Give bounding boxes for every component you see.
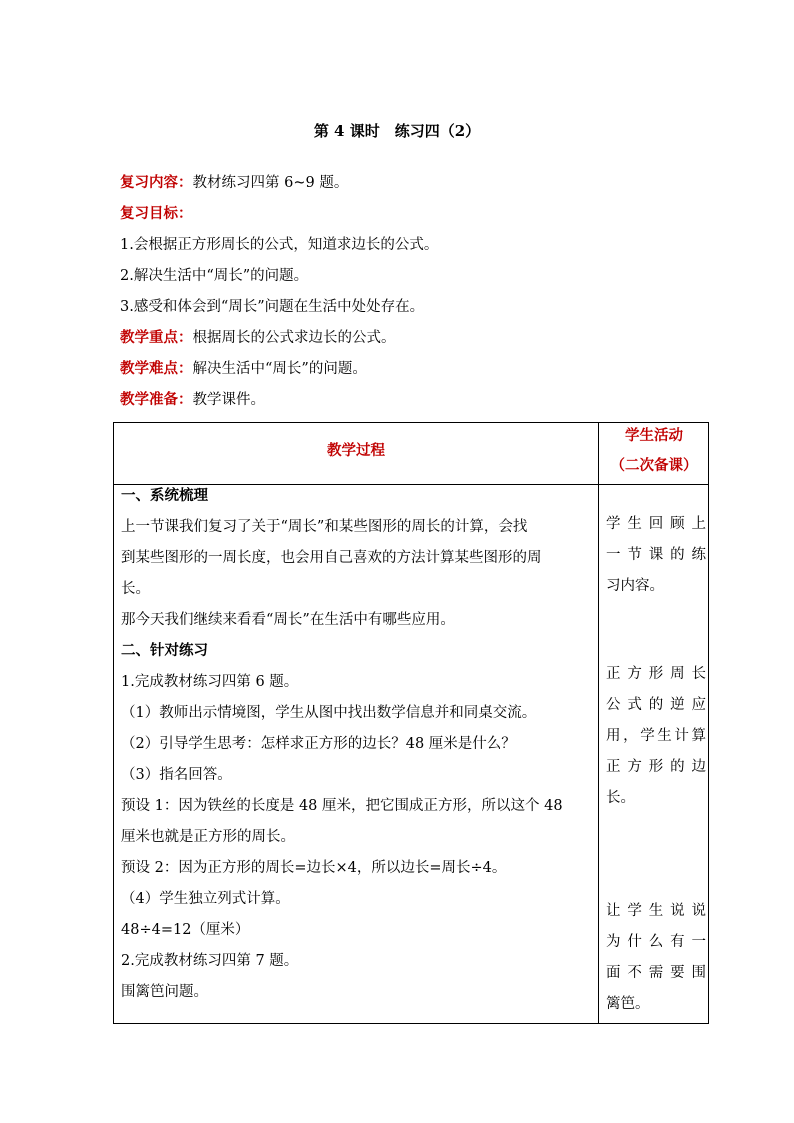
difficulty-line	[120, 359, 367, 379]
process-line: 1.完成教材练习四第 6 题。	[121, 674, 299, 690]
header-second-prep: （二次备课）	[610, 457, 698, 474]
key-point-line	[120, 328, 396, 348]
page-title: 第 4 课时 练习四（2）	[313, 122, 481, 140]
goal-item: 2.解决生活中“周长”的问题。	[120, 268, 309, 284]
section-heading: 二、针对练习	[121, 642, 208, 659]
process-line: （4）学生独立列式计算。	[121, 891, 290, 907]
prep-label: 教学准备：	[120, 391, 193, 408]
column-divider	[598, 423, 599, 1023]
student-note-line: 习内容。	[606, 578, 664, 594]
review-content-text: 教材练习四第 6~9 题。	[192, 175, 349, 191]
key-point-text: 根据周长的公式求边长的公式。	[192, 330, 396, 346]
student-note-line: 为什么有一	[606, 934, 706, 950]
key-point-label: 教学重点：	[120, 329, 193, 346]
goal-item: 1.会根据正方形周长的公式，知道求边长的公式。	[120, 237, 439, 253]
process-line: 长。	[121, 581, 150, 597]
prep-line	[120, 390, 265, 410]
difficulty-text: 解决生活中“周长”的问题。	[192, 361, 367, 377]
process-line: （1）教师出示情境图，学生从图中找出数学信息并和同桌交流。	[121, 705, 537, 721]
student-note-line: 公式的逆应	[606, 697, 706, 713]
review-content-line	[120, 173, 348, 193]
student-note-line: 让学生说说	[606, 903, 706, 919]
student-note-line: 正方形的边	[606, 759, 706, 775]
student-note-line: 用，学生计算	[606, 728, 706, 744]
prep-text: 教学课件。	[192, 392, 265, 408]
student-note-line: 一节课的练	[606, 547, 706, 563]
student-note-line: 学生回顾上	[606, 516, 706, 532]
header-student-activity: 学生活动	[625, 427, 683, 444]
process-line: 到某些图形的一周长度，也会用自己喜欢的方法计算某些图形的周	[121, 550, 542, 566]
difficulty-label: 教学难点：	[120, 360, 193, 377]
student-note-line: 面不需要围	[606, 965, 706, 981]
review-goals-line	[120, 204, 193, 224]
lesson-table	[113, 422, 709, 1024]
review-goals-label: 复习目标：	[120, 205, 193, 222]
process-line: 预设 1：因为铁丝的长度是 48 厘米，把它围成正方形，所以这个 48	[121, 798, 563, 814]
process-line: 48÷4=12（厘米）	[121, 922, 250, 938]
process-line: 围篱笆问题。	[121, 984, 208, 1000]
process-line: 预设 2：因为正方形的周长=边长×4，所以边长=周长÷4。	[121, 860, 507, 876]
student-note-line: 篱笆。	[606, 996, 650, 1012]
process-line: 厘米也就是正方形的周长。	[121, 829, 295, 845]
student-note-line: 正方形周长	[606, 666, 706, 682]
process-line: 那今天我们继续来看看“周长”在生活中有哪些应用。	[121, 612, 455, 628]
process-line: 2.完成教材练习四第 7 题。	[121, 953, 299, 969]
section-heading: 一、系统梳理	[121, 487, 208, 504]
goal-item: 3.感受和体会到“周长”问题在生活中处处存在。	[120, 299, 425, 315]
process-line: （3）指名回答。	[121, 767, 232, 783]
review-content-label: 复习内容：	[120, 174, 193, 191]
header-teaching-process: 教学过程	[327, 442, 385, 459]
student-note-line: 长。	[606, 790, 635, 806]
process-line: 上一节课我们复习了关于“周长”和某些图形的周长的计算，会找	[121, 519, 528, 535]
process-line: （2）引导学生思考：怎样求正方形的边长？48 厘米是什么？	[121, 736, 516, 752]
